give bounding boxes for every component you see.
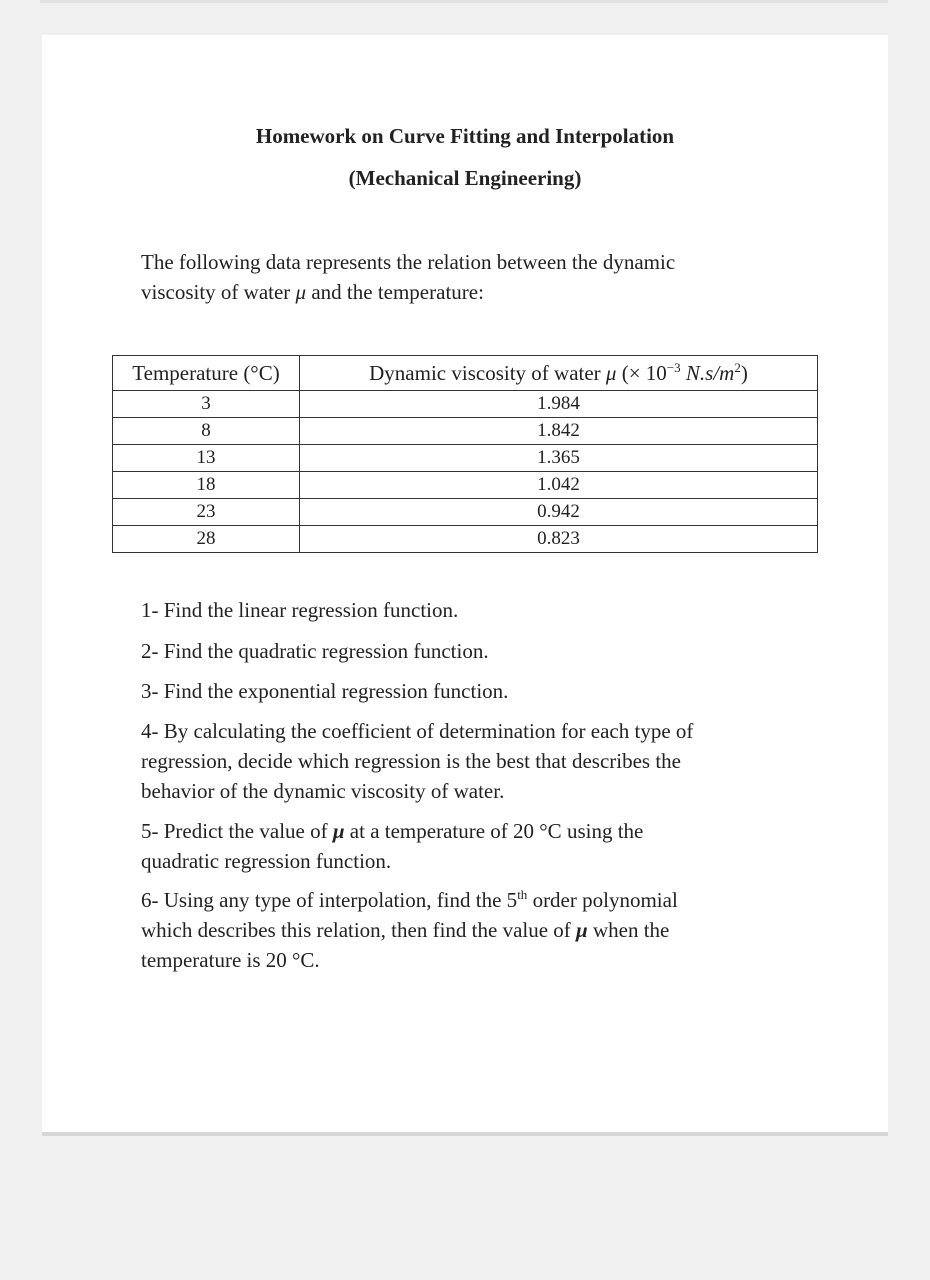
temperature-header: Temperature (°C) xyxy=(113,356,300,391)
question-5 xyxy=(141,816,781,876)
viscosity-cell: 1.984 xyxy=(300,391,818,418)
viscosity-cell: 1.042 xyxy=(300,472,818,499)
question-4 xyxy=(141,716,781,806)
table-row xyxy=(113,472,818,499)
table-row xyxy=(113,499,818,526)
viscosity-header-factor: (× 10 xyxy=(621,360,667,385)
viscosity-header-exponent: −3 xyxy=(666,359,681,375)
question-6 xyxy=(141,885,781,975)
question-6-superscript: th xyxy=(517,887,528,902)
table-header-row xyxy=(113,356,818,391)
viscosity-header-unit-exponent: 2 xyxy=(734,359,741,375)
temperature-cell: 13 xyxy=(113,445,300,472)
question-5-mu: μ xyxy=(332,819,345,843)
page-title: Homework on Curve Fitting and Interpolation xyxy=(255,124,675,148)
question-5-post: at a temperature of 20 °C using the xyxy=(349,819,644,843)
question-4-line-2: regression, decide which regression is the best that describes the xyxy=(141,749,682,773)
viscosity-header-mu: μ xyxy=(605,360,617,385)
mu-symbol: μ xyxy=(295,280,307,304)
temperature-cell: 3 xyxy=(113,391,300,418)
table-row xyxy=(113,526,818,553)
viscosity-header-text: Dynamic viscosity of water xyxy=(369,360,601,385)
question-6-mu: μ xyxy=(576,918,588,942)
viscosity-cell: 0.942 xyxy=(300,499,818,526)
question-4-line-3: behavior of the dynamic viscosity of water. xyxy=(141,779,505,803)
viscosity-header xyxy=(300,356,818,391)
viscosity-header-close: ) xyxy=(740,360,748,385)
question-6-pre: 6- Using any type of interpolation, find the 5 xyxy=(141,888,518,912)
table-row xyxy=(113,418,818,445)
question-3: 3- Find the exponential regression function. xyxy=(141,679,509,703)
temperature-cell: 18 xyxy=(113,472,300,499)
table-row xyxy=(113,391,818,418)
question-2: 2- Find the quadratic regression function. xyxy=(141,639,489,663)
question-6-line-2-pre: which describes this relation, then find the value of xyxy=(141,918,571,942)
question-4-line-1: 4- By calculating the coefficient of determination for each type of xyxy=(141,719,694,743)
intro-line-2-post: and the temperature: xyxy=(311,280,484,304)
question-1: 1- Find the linear regression function. xyxy=(141,598,459,622)
table-row xyxy=(113,445,818,472)
question-5-pre: 5- Predict the value of xyxy=(141,819,328,843)
top-edge-line xyxy=(40,0,888,3)
page-bottom-shadow xyxy=(42,1132,888,1136)
question-6-line-3: temperature is 20 °C. xyxy=(141,948,320,972)
viscosity-cell: 1.365 xyxy=(300,445,818,472)
document-page xyxy=(42,35,888,1132)
question-6-line-2-post: when the xyxy=(592,918,670,942)
viscosity-table xyxy=(112,355,818,553)
intro-line-2-pre: viscosity of water xyxy=(141,280,291,304)
temperature-cell: 8 xyxy=(113,418,300,445)
page-subtitle: (Mechanical Engineering) xyxy=(348,166,582,190)
question-5-line-2: quadratic regression function. xyxy=(141,849,392,873)
intro-paragraph xyxy=(141,247,781,307)
intro-line-1: The following data represents the relation between the dynamic xyxy=(141,250,676,274)
viscosity-cell: 0.823 xyxy=(300,526,818,553)
question-6-post: order polynomial xyxy=(532,888,678,912)
viscosity-header-unit: N.s/m xyxy=(685,360,735,385)
temperature-cell: 28 xyxy=(113,526,300,553)
viscosity-cell: 1.842 xyxy=(300,418,818,445)
temperature-cell: 23 xyxy=(113,499,300,526)
